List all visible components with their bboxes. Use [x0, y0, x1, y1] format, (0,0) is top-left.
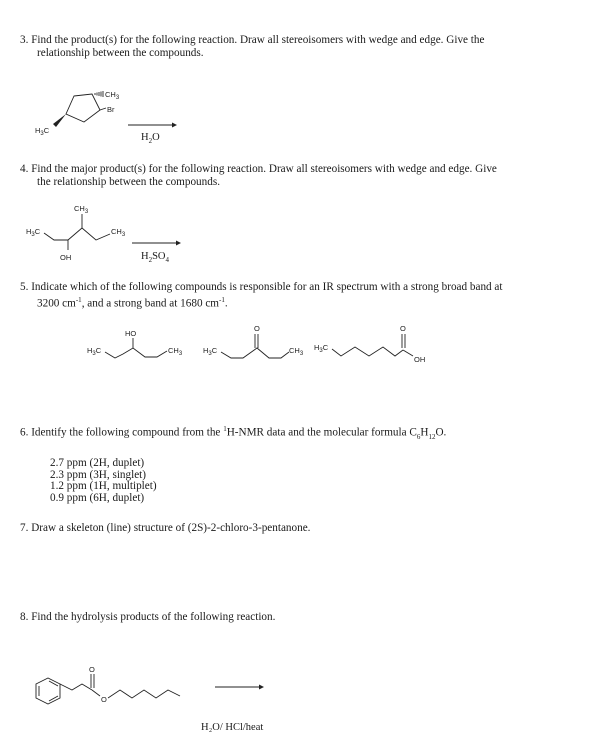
question-4 — [20, 163, 580, 189]
question-5-line1: 5. Indicate which of the following compounds is responsible for an IR spectrum with a strong broad band at — [20, 281, 503, 293]
cyclopentane-ring — [66, 94, 100, 122]
ch3-top-label: $CH_3$ — [74, 204, 89, 215]
question-3 — [20, 34, 580, 60]
carbon-chain — [44, 228, 110, 240]
br-label: Br — [107, 105, 115, 114]
wedge-bond — [53, 114, 66, 127]
question-7: 7. Draw a skeleton (line) structure of (2S)-2-chloro-3-pentanone. — [20, 522, 311, 534]
svg-text:HO: HO — [125, 329, 137, 338]
h3c-label: $H_3C$ — [35, 126, 50, 137]
question-5 — [20, 281, 580, 311]
svg-text:CH3: $CH_3$ — [168, 346, 183, 357]
question-3-line1: 3. Find the product(s) for the following reaction. Draw all stereoisomers with wedge and edge. Give the — [20, 34, 485, 46]
svg-text:CH3: $CH_3$ — [289, 346, 304, 357]
q4-reaction-arrow — [132, 238, 182, 248]
ch3-right-label: $CH_3$ — [111, 227, 126, 238]
nmr-entry: 0.9 ppm (6H, duplet) — [50, 491, 145, 504]
question-6-line: 6. Identify the following compound from the $^1$H-NMR data and the molecular formula $C_6H_{12}O$. — [20, 425, 447, 441]
question-4-line2: the relationship between the compounds. — [37, 176, 220, 188]
q4-reagent: $H_2SO_4$ — [141, 251, 170, 265]
nmr-entry: 2.7 ppm (2H, duplet) — [50, 457, 145, 469]
nmr-data-list — [50, 458, 157, 504]
oh-label: OH — [60, 253, 72, 262]
question-6 — [20, 423, 580, 444]
hashed-bond — [94, 91, 103, 97]
q4-alcohol-structure — [20, 200, 150, 265]
q8-reaction-arrow — [215, 682, 265, 692]
q3-reaction-arrow — [128, 120, 178, 130]
compound-ketone — [203, 324, 304, 358]
question-8: 8. Find the hydrolysis products of the following reaction. — [20, 611, 276, 623]
question-4-line1: 4. Find the major product(s) for the following reaction. Draw all stereoisomers with wedge and edge. Give — [20, 163, 497, 175]
svg-text:H3C: $H_3C$ — [314, 343, 329, 354]
ester-o-label: O — [101, 695, 107, 704]
q8-ester-structure — [22, 660, 202, 720]
nmr-entry: 2.3 ppm (3H, singlet) — [50, 468, 147, 481]
compound-acid — [314, 324, 425, 364]
question-3-line2: relationship between the compounds. — [37, 47, 204, 59]
svg-text:O: O — [254, 324, 260, 333]
benzene-ring — [36, 678, 60, 704]
br-bond — [100, 108, 106, 110]
question-5-line2: 3200 $cm^{-1}$, and a strong band at 1680 $cm^{-1}$. — [37, 296, 228, 310]
h3c-label: $H_3C$ — [26, 227, 41, 238]
svg-text:H3C: $H_3C$ — [87, 346, 102, 357]
svg-text:H3C: $H_3C$ — [203, 346, 218, 357]
q8-reagent: H₂O/ HCl/heat — [201, 722, 264, 733]
q5-compounds — [85, 320, 505, 370]
svg-text:O: O — [400, 324, 406, 333]
ester-alkyl-chain — [108, 690, 180, 698]
compound-alcohol — [87, 329, 183, 358]
carbonyl-o-label: O — [89, 665, 95, 674]
svg-text:OH: OH — [414, 355, 426, 364]
nmr-entry: 1.2 ppm (1H, multiplet) — [50, 480, 157, 492]
alkyl-chain — [60, 684, 92, 690]
q3-reagent: $H_2O$ — [141, 132, 160, 146]
ch3-label: $CH_3$ — [105, 90, 120, 101]
